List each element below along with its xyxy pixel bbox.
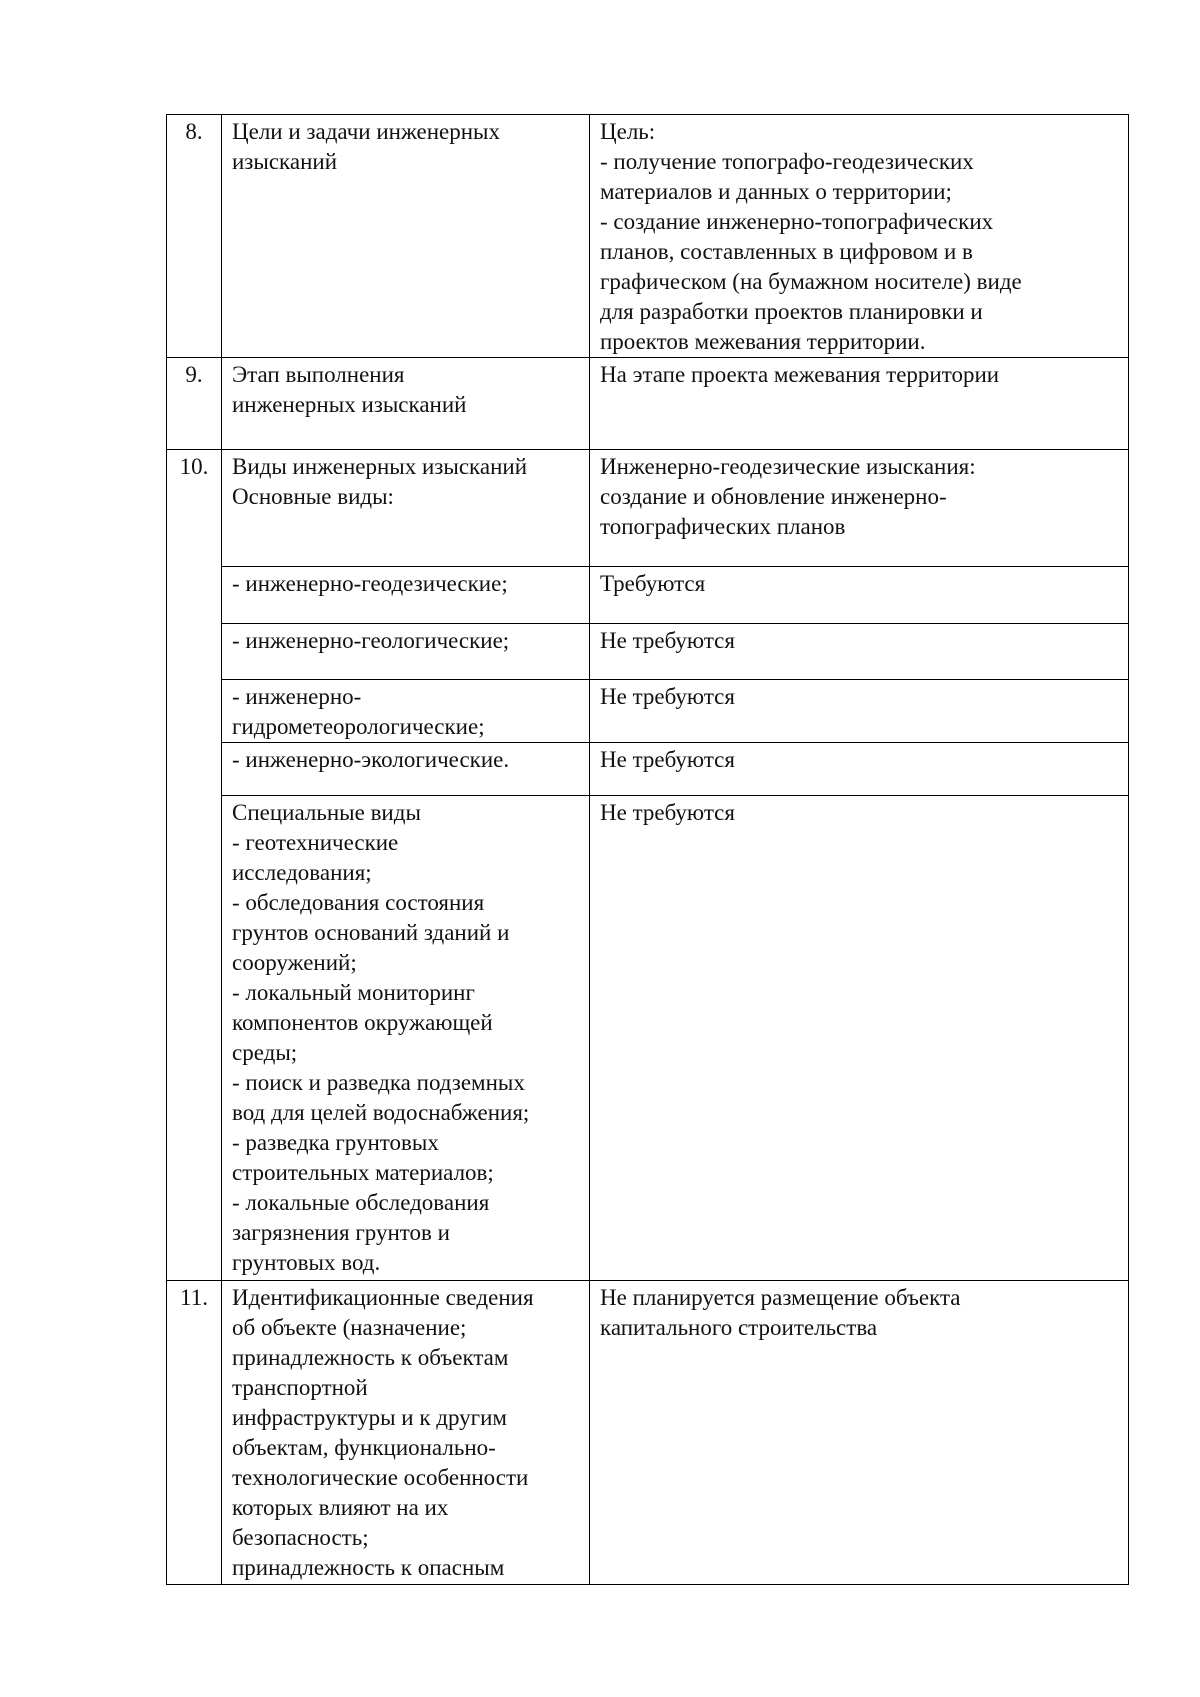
table-row — [167, 1281, 1129, 1585]
row-value: Цель: - получение топографо-геодезических материалов и данных о территории; - создание инженерно-топографических планов, составленных в цифровом и в графическом (на бумажном носителе) виде для разработки проектов планировки и проектов межевания территории. — [590, 115, 1129, 358]
subrow-value: Не требуются — [590, 624, 1129, 680]
row-number: 9. — [167, 358, 222, 450]
table-row — [167, 358, 1129, 450]
subrow-parameter: - инженерно-геодезические; — [222, 567, 590, 624]
subrow-parameter: - инженерно-геологические; — [222, 624, 590, 680]
subrow-value: Не требуются — [590, 796, 1129, 1281]
table-subrow — [167, 680, 1129, 743]
table-subrow — [167, 743, 1129, 796]
subrow-parameter: - инженерно-экологические. — [222, 743, 590, 796]
table-subrow — [167, 567, 1129, 624]
row-value: Не планируется размещение объекта капитального строительства — [590, 1281, 1129, 1585]
row-parameter: Цели и задачи инженерных изысканий — [222, 115, 590, 358]
row-value: На этапе проекта межевания территории — [590, 358, 1129, 450]
table-row — [167, 115, 1129, 358]
subrow-parameter: Специальные виды - геотехнические исследования; - обследования состояния грунтов оснований зданий и сооружений; - локальный мониторинг компонентов окружающей среды; - поиск и разведка подземных вод для целей водоснабжения; - разведка грунтовых строительных материалов; - локальные обследования загрязнения грунтов и грунтовых вод. — [222, 796, 590, 1281]
subrow-parameter: - инженерно- гидрометеорологические; — [222, 680, 590, 743]
row-number: 11. — [167, 1281, 222, 1585]
subrow-value: Не требуются — [590, 743, 1129, 796]
row-parameter: Этап выполнения инженерных изысканий — [222, 358, 590, 450]
requirements-table — [166, 114, 1129, 1585]
table-row — [167, 450, 1129, 567]
table-subrow — [167, 796, 1129, 1281]
subrow-value: Требуются — [590, 567, 1129, 624]
row-number: 10. — [167, 450, 222, 1281]
subrow-value: Не требуются — [590, 680, 1129, 743]
row-number: 8. — [167, 115, 222, 358]
row-parameter: Идентификационные сведения об объекте (назначение; принадлежность к объектам транспортной инфраструктуры и к другим объектам, функционально- технологические особенности которых влияют на их безопасность; принадлежность к опасным — [222, 1281, 590, 1585]
row-value: Инженерно-геодезические изыскания: создание и обновление инженерно- топографических планов — [590, 450, 1129, 567]
table-subrow — [167, 624, 1129, 680]
row-parameter: Виды инженерных изысканий Основные виды: — [222, 450, 590, 567]
